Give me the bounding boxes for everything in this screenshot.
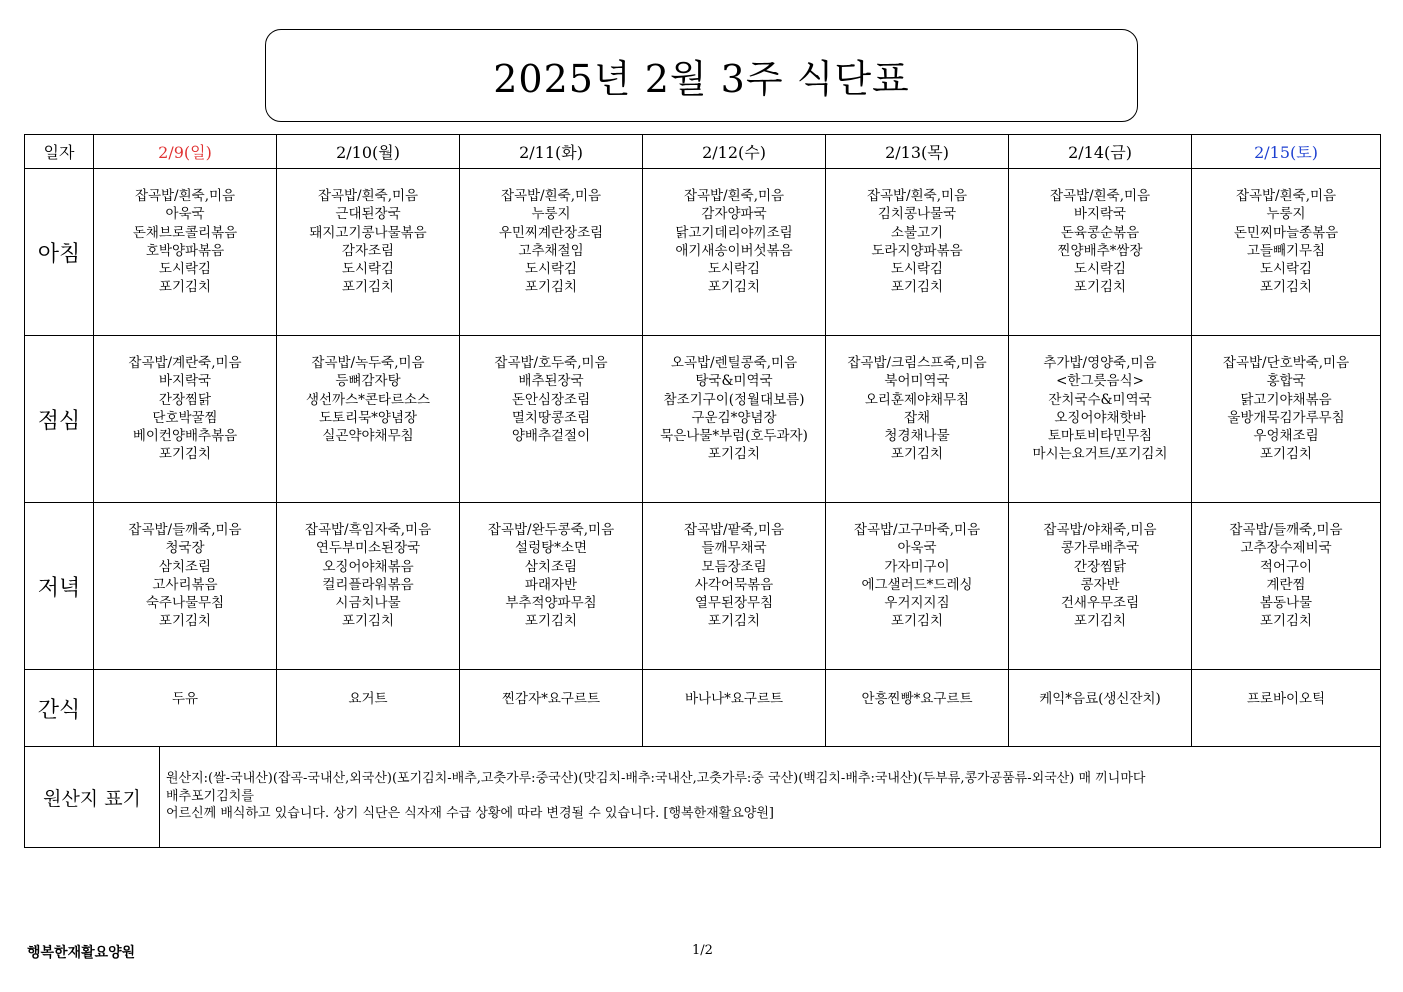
menu-cell bbox=[643, 336, 826, 503]
menu-item: 콩자반 bbox=[1080, 576, 1120, 593]
menu-item: 오징어야채볶음 bbox=[322, 558, 414, 575]
snack-cell bbox=[826, 670, 1009, 747]
menu-item: 파래자반 bbox=[524, 576, 578, 593]
menu-item: 잡곡밥/녹두죽,미음 bbox=[311, 355, 425, 371]
menu-item: 오징어야채핫바 bbox=[1054, 409, 1146, 426]
snack-cell bbox=[94, 670, 277, 747]
menu-cell bbox=[643, 503, 826, 670]
date-label: 일자 bbox=[25, 135, 94, 169]
menu-item: 잡곡밥/흰죽,미음 bbox=[1049, 188, 1151, 204]
day-header-sun: 2/9(일) bbox=[94, 135, 277, 169]
menu-cell bbox=[94, 336, 277, 503]
menu-item: 청국장 bbox=[165, 540, 205, 557]
header-row bbox=[25, 135, 1381, 169]
origin-text bbox=[160, 747, 1381, 848]
menu-item: 잡곡밥/흰죽,미음 bbox=[317, 188, 419, 204]
menu-item: 포기김치 bbox=[524, 279, 578, 296]
meal-label: 점심 bbox=[25, 336, 94, 503]
menu-item: 감자양파국 bbox=[701, 206, 767, 223]
menu-item: 양배추겉절이 bbox=[511, 428, 591, 445]
menu-item: 잡곡밥/크림스프죽,미음 bbox=[847, 355, 987, 371]
menu-item: 포기김치 bbox=[1073, 279, 1127, 296]
day-header-fri: 2/14(금) bbox=[1009, 135, 1192, 169]
menu-cell bbox=[277, 169, 460, 336]
menu-item: 누룽지 bbox=[1266, 206, 1306, 223]
menu-item: 돈채브로콜리볶음 bbox=[132, 224, 238, 241]
snack-cell bbox=[277, 670, 460, 747]
origin-line: 원산지:(쌀-국내산)(잡곡-국내산,외국산)(포기김치-배추,고춧가루:중국산)(맛김치-배추:국내산,고춧가루:중 국산)(백김치-배추:국내산)(두부류,콩가공품류-외국산) 매 끼니마다 bbox=[166, 771, 1146, 786]
menu-item: 포기김치 bbox=[890, 613, 944, 630]
menu-item: 포기김치 bbox=[341, 613, 395, 630]
menu-item: 고추채절임 bbox=[518, 242, 584, 259]
menu-item: 잡곡밥/흑임자죽,미음 bbox=[304, 522, 432, 538]
menu-item: 포기김치 bbox=[524, 613, 578, 630]
menu-item: 잡곡밥/팥죽,미음 bbox=[683, 522, 785, 538]
menu-item: 아욱국 bbox=[165, 206, 205, 223]
menu-item: 포기김치 bbox=[158, 446, 212, 463]
menu-cell bbox=[826, 503, 1009, 670]
menu-cell bbox=[1192, 503, 1381, 670]
menu-item: 포기김치 bbox=[341, 279, 395, 296]
menu-item: 적어구이 bbox=[1259, 558, 1313, 575]
menu-item: 잡곡밥/흰죽,미음 bbox=[134, 188, 236, 204]
menu-item: 숙주나물무침 bbox=[145, 595, 225, 612]
menu-item: 멸치땅콩조림 bbox=[511, 409, 591, 426]
menu-item: 단호박꿀찜 bbox=[152, 409, 218, 426]
menu-cell bbox=[1009, 169, 1192, 336]
menu-item: 누룽지 bbox=[531, 206, 571, 223]
menu-item: 잡곡밥/들깨죽,미음 bbox=[1229, 522, 1343, 538]
menu-item: 건새우무조림 bbox=[1060, 595, 1140, 612]
menu-item: 봄동나물 bbox=[1259, 595, 1313, 612]
menu-item: 탕국&미역국 bbox=[695, 373, 773, 390]
menu-item: 도시락김 bbox=[890, 261, 944, 278]
menu-item: 등뼈감자탕 bbox=[335, 373, 401, 390]
menu-item: 추가밥/영양죽,미음 bbox=[1043, 355, 1157, 371]
snack-cell bbox=[1192, 670, 1381, 747]
meal-row-breakfast bbox=[25, 169, 1381, 336]
menu-item: 콩가루배추국 bbox=[1060, 540, 1140, 557]
menu-item: 도시락김 bbox=[707, 261, 761, 278]
menu-item: 잡곡밥/흰죽,미음 bbox=[500, 188, 602, 204]
meal-label: 저녁 bbox=[25, 503, 94, 670]
footer-page-number: 1/2 bbox=[692, 943, 713, 958]
menu-item: 포기김치 bbox=[1259, 446, 1313, 463]
menu-cell bbox=[277, 503, 460, 670]
snack-cell bbox=[460, 670, 643, 747]
day-header-sat: 2/15(토) bbox=[1192, 135, 1381, 169]
menu-cell bbox=[1009, 336, 1192, 503]
day-header-mon: 2/10(월) bbox=[277, 135, 460, 169]
menu-item: 도시락김 bbox=[158, 261, 212, 278]
menu-item: 배추된장국 bbox=[518, 373, 584, 390]
meal-row-snack bbox=[25, 670, 1381, 747]
menu-item: 참조기구이(정월대보름) bbox=[663, 391, 805, 408]
snack-item: 요거트 bbox=[348, 691, 388, 707]
menu-item: 포기김치 bbox=[707, 446, 761, 463]
menu-item: 도시락김 bbox=[524, 261, 578, 278]
menu-cell bbox=[1192, 336, 1381, 503]
menu-item: 묵은나물*부럼(호두과자) bbox=[660, 428, 808, 445]
menu-item: 우거지지짐 bbox=[884, 595, 950, 612]
menu-item: 찐양배추*쌈장 bbox=[1057, 242, 1143, 259]
menu-item: 도토리묵*양념장 bbox=[318, 409, 418, 426]
day-header-tue: 2/11(화) bbox=[460, 135, 643, 169]
menu-item: 간장찜닭 bbox=[158, 391, 212, 408]
day-header-wed: 2/12(수) bbox=[643, 135, 826, 169]
menu-item: 청경채나물 bbox=[884, 428, 950, 445]
page-title: 2025년 2월 3주 식단표 bbox=[265, 29, 1138, 122]
origin-line: 어르신께 배식하고 있습니다. 상기 식단은 식자재 수급 상황에 따라 변경될 수 있습니다. [행복한재활요양원] bbox=[166, 806, 774, 821]
snack-item: 안흥찐빵*요구르트 bbox=[861, 691, 973, 707]
menu-cell bbox=[277, 336, 460, 503]
menu-item: 시금치나물 bbox=[335, 595, 401, 612]
meal-row-dinner bbox=[25, 503, 1381, 670]
menu-item: 들깨무채국 bbox=[701, 540, 767, 557]
menu-item: 모듬장조림 bbox=[701, 558, 767, 575]
menu-item: 바지락국 bbox=[1073, 206, 1127, 223]
menu-item: 돈육콩순볶음 bbox=[1060, 224, 1140, 241]
menu-item: 구운김*양념장 bbox=[691, 409, 777, 426]
menu-item: 잔치국수&미역국 bbox=[1048, 391, 1152, 408]
menu-item: <한그릇음식> bbox=[1056, 373, 1144, 390]
menu-item: 우엉채조림 bbox=[1253, 428, 1319, 445]
origin-row bbox=[25, 747, 1381, 848]
menu-item: 도라지양파볶음 bbox=[871, 242, 963, 259]
menu-item: 잡곡밥/들깨죽,미음 bbox=[128, 522, 242, 538]
menu-item: 잡곡밥/흰죽,미음 bbox=[1235, 188, 1337, 204]
menu-item: 포기김치 bbox=[707, 613, 761, 630]
menu-item: 삼치조림 bbox=[158, 558, 212, 575]
menu-item: 연두부미소된장국 bbox=[315, 540, 421, 557]
snack-item: 두유 bbox=[171, 691, 199, 707]
menu-item: 에그샐러드*드레싱 bbox=[861, 576, 973, 593]
meal-row-lunch bbox=[25, 336, 1381, 503]
menu-item: 생선까스*콘타르소스 bbox=[305, 391, 431, 408]
menu-item: 호박양파볶음 bbox=[145, 242, 225, 259]
menu-cell bbox=[94, 169, 277, 336]
menu-item: 설렁탕*소면 bbox=[515, 540, 587, 557]
menu-item: 도시락김 bbox=[1073, 261, 1127, 278]
menu-item: 열무된장무침 bbox=[694, 595, 774, 612]
snack-item: 케익*음료(생신잔치) bbox=[1039, 691, 1161, 707]
menu-cell bbox=[460, 336, 643, 503]
menu-item: 닭고기야채볶음 bbox=[1240, 391, 1332, 408]
menu-cell bbox=[826, 169, 1009, 336]
menu-item: 바지락국 bbox=[158, 373, 212, 390]
menu-item: 돈안심장조림 bbox=[511, 391, 591, 408]
menu-item: 잡곡밥/흰죽,미음 bbox=[683, 188, 785, 204]
menu-item: 잡곡밥/고구마죽,미음 bbox=[853, 522, 981, 538]
menu-item: 근대된장국 bbox=[335, 206, 401, 223]
footer-org: 행복한재활요양원 bbox=[27, 945, 136, 961]
menu-item: 북어미역국 bbox=[884, 373, 950, 390]
menu-item: 포기김치 bbox=[890, 279, 944, 296]
menu-item: 돈민찌마늘종볶음 bbox=[1233, 224, 1339, 241]
menu-cell bbox=[460, 503, 643, 670]
menu-item: 김치콩나물국 bbox=[877, 206, 957, 223]
menu-item: 계란찜 bbox=[1266, 576, 1306, 593]
menu-item: 포기김치 bbox=[1259, 613, 1313, 630]
menu-cell bbox=[826, 336, 1009, 503]
menu-item: 감자조림 bbox=[341, 242, 395, 259]
menu-item: 잡곡밥/흰죽,미음 bbox=[866, 188, 968, 204]
menu-item: 오리훈제야채무침 bbox=[864, 391, 970, 408]
menu-item: 부추적양파무침 bbox=[505, 595, 597, 612]
menu-item: 토마토비타민무침 bbox=[1047, 428, 1153, 445]
menu-item: 잡곡밥/계란죽,미음 bbox=[128, 355, 242, 371]
menu-item: 오곡밥/렌틸콩죽,미음 bbox=[670, 355, 798, 371]
day-header-thu: 2/13(목) bbox=[826, 135, 1009, 169]
menu-cell bbox=[643, 169, 826, 336]
menu-item: 간장찜닭 bbox=[1073, 558, 1127, 575]
menu-item: 실곤약야채무침 bbox=[322, 428, 414, 445]
snack-cell bbox=[1009, 670, 1192, 747]
menu-item: 아욱국 bbox=[897, 540, 937, 557]
origin-label: 원산지 표기 bbox=[25, 747, 160, 848]
menu-item: 포기김치 bbox=[1259, 279, 1313, 296]
snack-cell bbox=[643, 670, 826, 747]
menu-item: 삼치조림 bbox=[524, 558, 578, 575]
menu-item: 베이컨양배추볶음 bbox=[132, 428, 238, 445]
menu-item: 사각어묵볶음 bbox=[694, 576, 774, 593]
meal-label: 아침 bbox=[25, 169, 94, 336]
menu-item: 마시는요거트/포기김치 bbox=[1032, 446, 1168, 463]
menu-item: 애기새송이버섯볶음 bbox=[675, 242, 793, 259]
menu-item: 잡곡밥/호두죽,미음 bbox=[494, 355, 608, 371]
menu-cell bbox=[460, 169, 643, 336]
snack-item: 찐감자*요구르트 bbox=[501, 691, 601, 707]
menu-item: 홍합국 bbox=[1266, 373, 1306, 390]
meal-label: 간식 bbox=[25, 670, 94, 747]
menu-item: 잡채 bbox=[903, 409, 931, 426]
menu-item: 잡곡밥/완두콩죽,미음 bbox=[487, 522, 615, 538]
menu-item: 포기김치 bbox=[890, 446, 944, 463]
menu-item: 도시락김 bbox=[1259, 261, 1313, 278]
menu-item: 고사리볶음 bbox=[152, 576, 218, 593]
menu-item: 돼지고기콩나물볶음 bbox=[309, 224, 427, 241]
snack-item: 바나나*요구르트 bbox=[684, 691, 784, 707]
menu-item: 포기김치 bbox=[158, 279, 212, 296]
menu-item: 울방개묵김가루무침 bbox=[1227, 409, 1345, 426]
menu-item: 컬리플라워볶음 bbox=[322, 576, 414, 593]
menu-item: 포기김치 bbox=[158, 613, 212, 630]
menu-cell bbox=[94, 503, 277, 670]
menu-item: 잡곡밥/단호박죽,미음 bbox=[1222, 355, 1350, 371]
menu-item: 우민찌계란장조림 bbox=[498, 224, 604, 241]
menu-table bbox=[24, 134, 1381, 848]
menu-cell bbox=[1009, 503, 1192, 670]
menu-item: 포기김치 bbox=[707, 279, 761, 296]
menu-item: 고추장수제비국 bbox=[1240, 540, 1332, 557]
menu-item: 포기김치 bbox=[1073, 613, 1127, 630]
menu-item: 소불고기 bbox=[890, 224, 944, 241]
menu-item: 잡곡밥/야채죽,미음 bbox=[1043, 522, 1157, 538]
snack-item: 프로바이오틱 bbox=[1246, 691, 1326, 707]
menu-item: 닭고기데리야끼조림 bbox=[675, 224, 793, 241]
menu-item: 도시락김 bbox=[341, 261, 395, 278]
menu-cell bbox=[1192, 169, 1381, 336]
menu-item: 가자미구이 bbox=[884, 558, 950, 575]
origin-line: 배추포기김치를 bbox=[166, 788, 254, 804]
menu-item: 고들빼기무침 bbox=[1246, 242, 1326, 259]
